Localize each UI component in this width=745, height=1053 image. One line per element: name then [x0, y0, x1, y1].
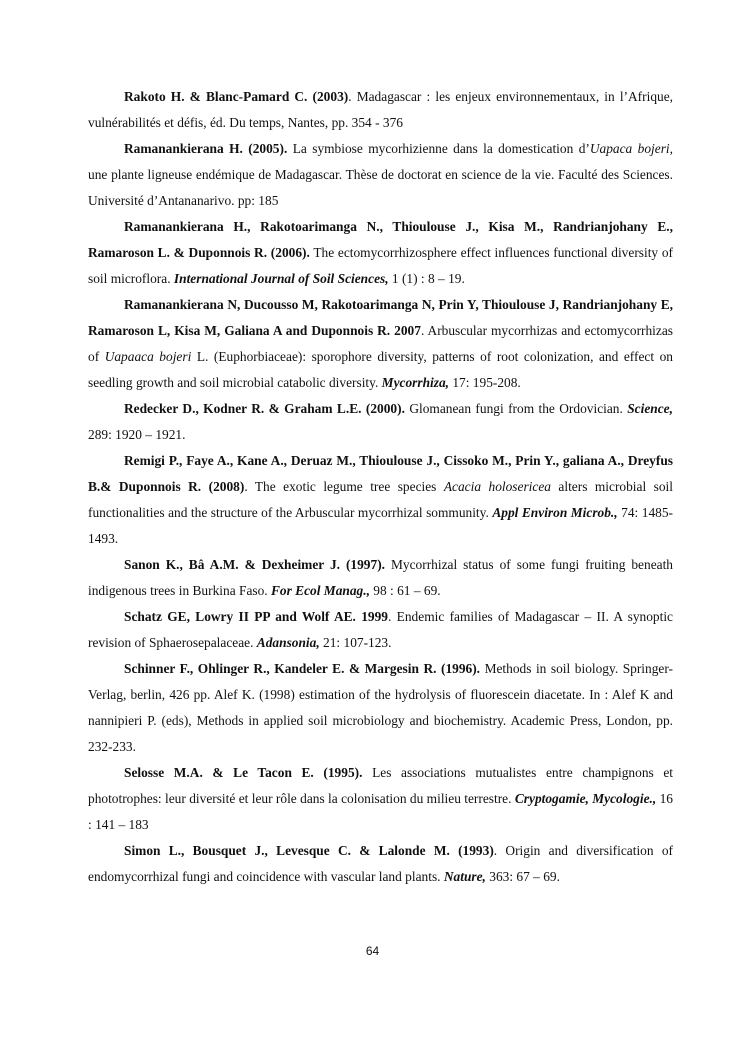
- reference-entry: [88, 136, 673, 214]
- ref-text: 16 : 141 – 183: [88, 791, 673, 832]
- ref-authors: Rakoto H. & Blanc-Pamard C. (2003): [124, 89, 349, 104]
- ref-species: Uapaaca bojeri: [104, 349, 192, 364]
- ref-text: , une plante ligneuse endémique de Madagascar. Thèse de doctorat en science de la vie. Faculté des Sciences. Université d’Antananarivo. pp: 185: [88, 141, 673, 208]
- ref-journal: Appl Environ Microb.,: [492, 505, 618, 520]
- reference-entry: [88, 396, 673, 448]
- ref-species: Uapaca bojeri: [589, 141, 670, 156]
- reference-entry: [88, 552, 673, 604]
- ref-authors: Redecker D., Kodner R. & Graham L.E. (2000).: [124, 401, 405, 416]
- ref-authors: Remigi P., Faye A., Kane A., Deruaz M., Thioulouse J., Cissoko M., Prin Y., galiana A., Dreyfus B.& Duponnois R. (2008): [88, 453, 673, 494]
- ref-journal: Cryptogamie, Mycologie.,: [514, 791, 657, 806]
- ref-text: alters microbial soil functionalities and the structure of the Arbuscular mycorrhizal sommunity.: [88, 479, 673, 520]
- ref-authors: Ramanankierana H., Rakotoarimanga N., Thioulouse J., Kisa M., Randrianjohany E., Ramaroson L. & Duponnois R. (2006).: [88, 219, 673, 260]
- reference-entry: [88, 214, 673, 292]
- ref-text: . Madagascar : les enjeux environnementaux, in l’Afrique, vulnérabilités et défis, éd. Du temps, Nantes, pp. 354 - 376: [88, 89, 673, 130]
- ref-text: 363: 67 – 69.: [485, 869, 560, 884]
- ref-journal: Adansonia,: [256, 635, 320, 650]
- reference-entry: [88, 604, 673, 656]
- ref-authors: Ramanankierana H. (2005).: [124, 141, 288, 156]
- ref-text: L. (Euphorbiaceae): sporophore diversity, patterns of root colonization, and effect on seedling growth and soil microbial catabolic diversity.: [88, 349, 673, 390]
- ref-authors: Simon L., Bousquet J., Levesque C. & Lalonde M. (1993): [124, 843, 494, 858]
- ref-authors: Schatz GE, Lowry II PP and Wolf AE. 1999: [124, 609, 389, 624]
- ref-text: 289: 1920 – 1921.: [88, 427, 186, 442]
- ref-journal: Science,: [627, 401, 673, 416]
- ref-text: Mycorrhizal status of some fungi fruiting beneath indigenous trees in Burkina Faso.: [88, 557, 673, 598]
- reference-list: [88, 84, 673, 890]
- reference-entry: [88, 448, 673, 552]
- ref-journal: Mycorrhiza,: [381, 375, 449, 390]
- ref-text: 21: 107-123.: [319, 635, 392, 650]
- ref-text: 1 (1) : 8 – 19.: [388, 271, 465, 286]
- ref-journal: International Journal of Soil Sciences,: [173, 271, 389, 286]
- ref-journal: Nature,: [443, 869, 486, 884]
- ref-text: Methods in soil biology. Springer-Verlag, berlin, 426 pp. Alef K. (1998) estimation of the hydrolysis of fluorescein diacetate. In : Alef K and nannipieri P. (eds), Methods in applied soil microbiology and biochemistry. Academic Press, London, pp. 232-233.: [88, 661, 674, 754]
- ref-text: . The exotic legume tree species: [244, 479, 444, 494]
- ref-authors: Selosse M.A. & Le Tacon E. (1995).: [124, 765, 363, 780]
- ref-text: . Arbuscular mycorrhizas and ectomycorrhizas of: [88, 323, 673, 364]
- reference-entry: [88, 292, 673, 396]
- ref-text: La symbiose mycorhizienne dans la domestication d’: [287, 141, 590, 156]
- ref-text: Les associations mutualistes entre champignons et phototrophes: leur diversité et leur rôle dans la colonisation du milieu terrestre.: [88, 765, 673, 806]
- ref-text: 74: 1485-1493.: [88, 505, 673, 546]
- ref-species: Acacia holosericea: [443, 479, 551, 494]
- ref-authors: Sanon K., Bâ A.M. & Dexheimer J. (1997).: [124, 557, 386, 572]
- reference-entry: [88, 656, 673, 760]
- ref-authors: Ramanankierana N, Ducousso M, Rakotoarimanga N, Prin Y, Thioulouse J, Randrianjohany E, Ramaroson L, Kisa M, Galiana A and Duponnois R. 2007: [88, 297, 673, 338]
- ref-text: Glomanean fungi from the Ordovician.: [404, 401, 628, 416]
- reference-entry: [88, 84, 673, 136]
- ref-text: 17: 195-208.: [449, 375, 521, 390]
- reference-entry: [88, 760, 673, 838]
- ref-text: . Endemic families of Madagascar – II. A synoptic revision of Sphaerosepalaceae.: [88, 609, 673, 650]
- reference-entry: [88, 838, 673, 890]
- ref-authors: Schinner F., Ohlinger R., Kandeler E. & Margesin R. (1996).: [124, 661, 481, 676]
- page-number: 64: [365, 944, 380, 958]
- ref-journal: For Ecol Manag.,: [270, 583, 370, 598]
- ref-text: . Origin and diversification of endomycorrhizal fungi and coincidence with vascular land plants.: [88, 843, 673, 884]
- ref-text: The ectomycorrhizosphere effect influences functional diversity of soil microflora.: [88, 245, 674, 286]
- ref-text: 98 : 61 – 69.: [369, 583, 441, 598]
